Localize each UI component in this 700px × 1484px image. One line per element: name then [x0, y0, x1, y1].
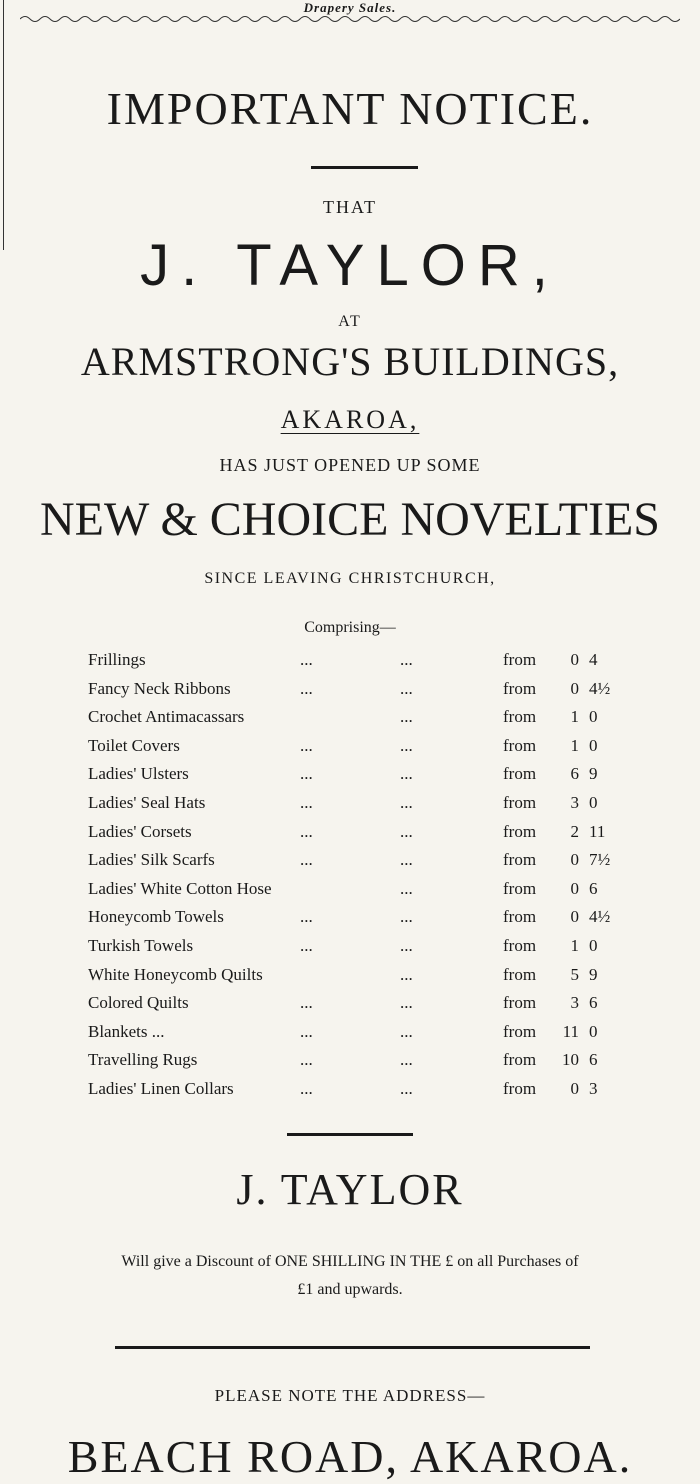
signoff-name: J. TAYLOR: [236, 1165, 464, 1214]
item-name: White Honeycomb Quilts: [88, 964, 263, 984]
price-shillings: 11: [562, 1021, 579, 1041]
list-item: [0, 965, 700, 993]
price-pence: 6: [589, 1050, 598, 1070]
leader-dots: ...: [300, 1050, 313, 1070]
item-name: Colored Quilts: [88, 993, 189, 1013]
leader-dots: ...: [400, 735, 413, 755]
item-name: Fancy Neck Ribbons: [88, 678, 231, 698]
price-shillings: 0: [570, 907, 579, 927]
leader-dots: ...: [300, 907, 313, 927]
leader-dots: ...: [400, 707, 413, 727]
from-label: from: [503, 964, 537, 984]
leader-dots: ...: [400, 850, 413, 870]
price-shillings: 0: [570, 850, 579, 870]
from-label: from: [503, 793, 537, 812]
price-pence: 3: [589, 1079, 598, 1098]
from-label: from: [503, 735, 537, 755]
item-name: Ladies' Corsets: [88, 821, 192, 841]
leader-dots: ...: [300, 1021, 313, 1041]
price-shillings: 6: [570, 764, 579, 784]
price-pence: 0: [589, 793, 598, 812]
price-shillings: 5: [570, 964, 579, 984]
price-pence: 4½: [589, 678, 611, 698]
opened-line: HAS JUST OPENED UP SOME: [219, 455, 481, 475]
item-name: Ladies' Linen Collars: [88, 1079, 234, 1098]
leader-dots: ...: [300, 735, 313, 755]
from-label: from: [503, 850, 537, 870]
from-label: from: [503, 764, 537, 784]
leader-dots: ...: [300, 1079, 313, 1098]
list-item: [0, 764, 700, 792]
item-name: Ladies' Silk Scarfs: [88, 850, 215, 870]
price-pence: 0: [589, 735, 598, 755]
price-pence: 0: [589, 707, 598, 727]
novelties-heading: NEW & CHOICE NOVELTIES: [40, 493, 660, 546]
price-shillings: 0: [570, 1079, 579, 1098]
that-line: THAT: [323, 197, 377, 217]
price-shillings: 0: [570, 650, 579, 669]
leader-dots: ...: [400, 678, 413, 698]
from-label: from: [503, 907, 537, 927]
address-note: PLEASE NOTE THE ADDRESS—: [214, 1386, 486, 1405]
list-item: [0, 936, 700, 964]
item-name: Turkish Towels: [88, 936, 194, 955]
price-pence: 4: [589, 650, 598, 669]
leader-dots: ...: [400, 1079, 413, 1098]
price-shillings: 3: [570, 793, 579, 812]
price-shillings: 3: [570, 993, 579, 1013]
list-item: [0, 707, 700, 735]
comprising-line: Comprising—: [304, 619, 396, 636]
price-shillings: 10: [562, 1050, 579, 1070]
from-label: from: [503, 1079, 537, 1098]
list-item: [0, 850, 700, 878]
from-label: from: [503, 678, 537, 698]
leader-dots: ...: [400, 993, 413, 1013]
leader-dots: ...: [400, 793, 413, 812]
price-shillings: 1: [570, 735, 579, 755]
from-label: from: [503, 1021, 537, 1041]
discount-line-2: £1 and upwards.: [297, 1281, 403, 1298]
list-item: [0, 993, 700, 1021]
item-name: Crochet Antimacassars: [88, 707, 245, 727]
from-label: from: [503, 936, 537, 955]
from-label: from: [503, 650, 537, 669]
list-item: [0, 822, 700, 850]
item-name: Ladies' Ulsters: [88, 764, 189, 784]
leader-dots: ...: [300, 936, 313, 955]
price-pence: 9: [589, 964, 598, 984]
leader-dots: ...: [300, 993, 313, 1013]
leader-dots: ...: [400, 650, 413, 669]
leader-dots: ...: [300, 821, 313, 841]
leader-dots: ...: [400, 1021, 413, 1041]
list-item: [0, 1079, 700, 1107]
list-item: [0, 879, 700, 907]
building-name: ARMSTRONG'S BUILDINGS,: [80, 339, 620, 384]
item-name: Blankets ...: [88, 1021, 165, 1041]
leader-dots: ...: [400, 764, 413, 784]
leader-dots: ...: [300, 678, 313, 698]
from-label: from: [503, 707, 537, 727]
price-pence: 0: [589, 1021, 598, 1041]
leader-dots: ...: [400, 821, 413, 841]
merchant-name: J. TAYLOR,: [140, 233, 560, 298]
discount-line-1: Will give a Discount of ONE SHILLING IN THE £ on all Purchases of: [121, 1253, 579, 1270]
wavy-divider: [20, 14, 680, 24]
divider-rule: [287, 1133, 413, 1136]
town-name: AKAROA,: [280, 405, 420, 434]
price-shillings: 1: [570, 707, 579, 727]
price-pence: 4½: [589, 907, 611, 927]
from-label: from: [503, 821, 537, 841]
item-name: Ladies' Seal Hats: [88, 793, 206, 812]
leader-dots: ...: [300, 850, 313, 870]
list-item: [0, 1050, 700, 1078]
list-item: [0, 907, 700, 935]
list-item: [0, 736, 700, 764]
leader-dots: ...: [400, 1050, 413, 1070]
leader-dots: ...: [300, 764, 313, 784]
at-line: AT: [338, 313, 362, 330]
leader-dots: ...: [300, 650, 313, 669]
from-label: from: [503, 993, 537, 1013]
leader-dots: ...: [400, 878, 413, 898]
leader-dots: ...: [400, 907, 413, 927]
price-shillings: 0: [570, 878, 579, 898]
list-item: [0, 1022, 700, 1050]
price-pence: 9: [589, 764, 598, 784]
from-label: from: [503, 878, 537, 898]
price-shillings: 0: [570, 678, 579, 698]
price-shillings: 1: [570, 936, 579, 955]
divider-rule: [311, 166, 418, 169]
item-name: Toilet Covers: [88, 735, 180, 755]
leader-dots: ...: [400, 964, 413, 984]
price-pence: 0: [589, 936, 598, 955]
list-item: [0, 793, 700, 821]
item-name: Frillings: [88, 650, 146, 669]
leader-dots: ...: [300, 793, 313, 812]
list-item: [0, 679, 700, 707]
address: BEACH ROAD, AKAROA.: [67, 1431, 633, 1482]
from-label: from: [503, 1050, 537, 1070]
leader-dots: ...: [400, 936, 413, 955]
price-pence: 7½: [589, 850, 611, 870]
item-name: Travelling Rugs: [88, 1050, 198, 1070]
headline: IMPORTANT NOTICE.: [106, 83, 594, 134]
price-pence: 6: [589, 993, 598, 1013]
price-shillings: 2: [570, 821, 579, 841]
item-name: Honeycomb Towels: [88, 907, 224, 927]
price-pence: 6: [589, 878, 598, 898]
item-name: Ladies' White Cotton Hose: [88, 878, 272, 898]
price-pence: 11: [589, 821, 606, 841]
since-line: SINCE LEAVING CHRISTCHURCH,: [204, 570, 496, 587]
list-item: [0, 650, 700, 678]
divider-rule: [115, 1346, 590, 1349]
section-header: Drapery Sales.: [303, 0, 397, 15]
